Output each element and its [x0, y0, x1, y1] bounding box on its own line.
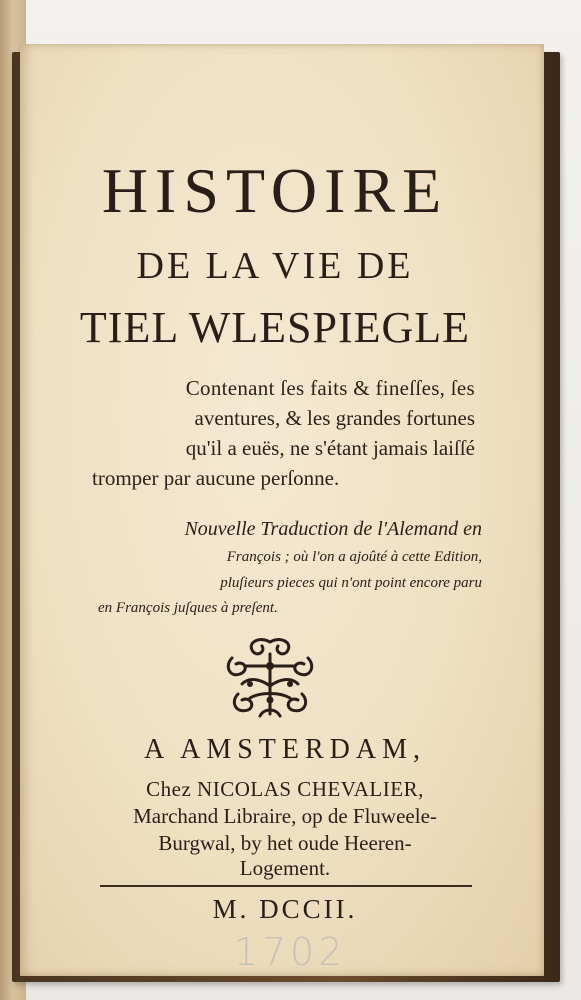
publisher-line-2: Marchand Libraire, op de Fluweele- — [133, 804, 437, 828]
imprint-city: A AMSTERDAM, — [143, 734, 427, 765]
title-page — [20, 44, 544, 976]
publisher-line-1: Chez NICOLAS CHEVALIER, — [146, 777, 424, 801]
description-line-3: qu'il a euës, ne s'étant jamais laiſſé — [185, 436, 475, 460]
translation-note-line-3: pluſieurs pieces qui n'ont point encore paru — [220, 575, 482, 591]
description-line-1: Contenant ſes faits & fineſſes, ſes — [185, 376, 475, 400]
translation-note-line-2: François ; où l'on a ajoûté à cette Edition, — [226, 549, 482, 565]
divider-rule — [100, 885, 472, 887]
description-line-4: tromper par aucune perſonne. — [92, 466, 340, 490]
publisher-line-4: Logement. — [239, 856, 331, 880]
translation-note-line-4: en François juſques à preſent. — [98, 600, 278, 616]
printers-ornament-icon — [220, 636, 320, 721]
pencil-annotation: 1702 — [233, 930, 347, 974]
translation-note-line-1: Nouvelle Traduction de l'Alemand en — [184, 518, 482, 540]
publisher-line-3: Burgwal, by het oude Heeren- — [158, 831, 412, 855]
title-line-2: DE LA VIE DE — [136, 245, 414, 287]
publication-year: M. DCCII. — [212, 894, 358, 924]
description-line-2: aventures, & les grandes fortunes — [194, 406, 475, 430]
title-line-3: TIEL WLESPIEGLE — [79, 303, 471, 352]
title-line-1: HISTOIRE — [101, 155, 449, 226]
